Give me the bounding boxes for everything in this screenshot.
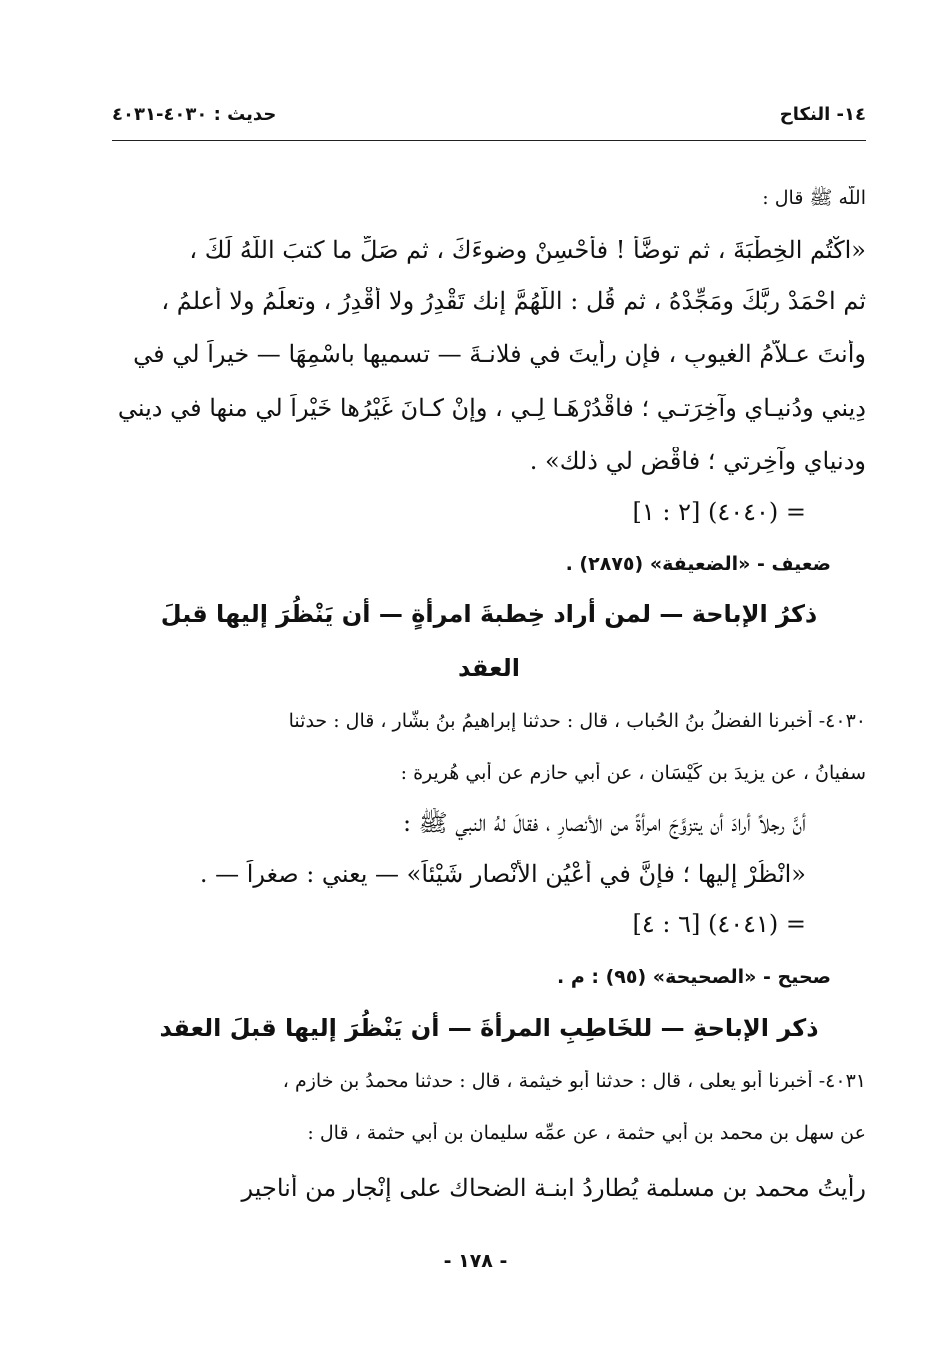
hadith-grade: ضعيف - «الضعيفة» (٢٨٧٥) . (565, 553, 831, 575)
cross-reference: = (٤٠٤٠) [٢ : ١] (632, 498, 806, 526)
hadith-range: حديث : ٤٠٣٠-٤٠٣١ (112, 104, 277, 125)
cross-reference: = (٤٠٤١) [٦ : ٤] (632, 910, 806, 938)
text-line: وأنتَ عـلاَّمُ الغيوبِ ، فإن رأيتَ في فلانـةَ — تسميها باسْمِهَا — خيراً لي في (133, 340, 866, 368)
text-line: «اكْتُمِ الخِطْبَةَ ، ثم توضَّأْ ! فأَحْسِنْ وضوءَكَ ، ثم صَلِّ ما كتبَ اللَّهُ لَكَ ، (189, 236, 866, 264)
text-line: اللَّه ﷺ قال : (762, 187, 866, 209)
text-line: دِيني ودُنيـاي وآخِرَتـي ؛ فاقْدُرْهَـا لِـي ، وإنْ كـانَ غَيْرُها خَيْراً لي منها في ديني (117, 394, 866, 422)
text-line: ثم احْمَدْ ربَّكَ ومَجِّدْهُ ، ثم قُل : اللَّهُمَّ إنك تَقْدِرُ ولا أَقْدِرُ ، وتعلَمُ ولا أعلمُ ، (161, 287, 866, 315)
section-heading: العقد (458, 654, 520, 682)
text-line: ودنياي وآخِرتي ؛ فاقْضِ لي ذلك» . (529, 447, 866, 475)
text-line: «انْظُرْ إليها ؛ فإنَّ في أَعْيُنِ الأَنْصارِ شَيْئاً» — يعني : صغراً — . (199, 860, 806, 888)
isnad-line: عن سهل بن محمد بن أبي حثمة ، عن عمِّه سليمان بن أبي حثمة ، قال : (307, 1122, 866, 1144)
text-line: رأيتُ محمد بن مسلمة يُطاردُ ابنـة الضحاك على إنْجارٍ من أناجير (241, 1174, 866, 1202)
chapter-title: ١٤- النكاح (779, 104, 866, 125)
isnad-line: سفيانُ ، عن يزيدَ بن كَيْسَان ، عن أبي حازمٍ عن أبي هُريرة : (400, 762, 866, 784)
isnad-line: ٤٠٣١- أخبرنا أبو يعلى ، قال : حدثنا أبو خيثمة ، قال : حدثنا محمدُ بن خازم ، (282, 1070, 866, 1092)
hadith-grade: صحيح - «الصحيحة» (٩٥) : م . (557, 966, 831, 988)
isnad-line: ٤٠٣٠- أخبرنا الفضلُ بنُ الحُباب ، قال : حدثنا إبراهيمُ بنُ بشَّار ، قال : حدثنا (288, 710, 866, 732)
header-rule (112, 140, 866, 141)
section-heading: ذكر الإباحةِ — للخَاطِبِ المرأةَ — أن يَنْظُرَ إليها قبلَ العقد (159, 1014, 819, 1042)
section-heading: ذكرُ الإباحة — لمن أراد خِطبةَ امرأةٍ — أن يَنْظُرَ إليها قبلَ (160, 600, 818, 628)
page-number: - ١٧٨ - (443, 1250, 508, 1272)
text-line: أنَّ رجلاً أرادَ أن يتزوَّجَ امرأةً من الأنصارِ ، فقالَ لهُ النبي ﷺ : (402, 809, 806, 837)
running-header (112, 98, 866, 138)
